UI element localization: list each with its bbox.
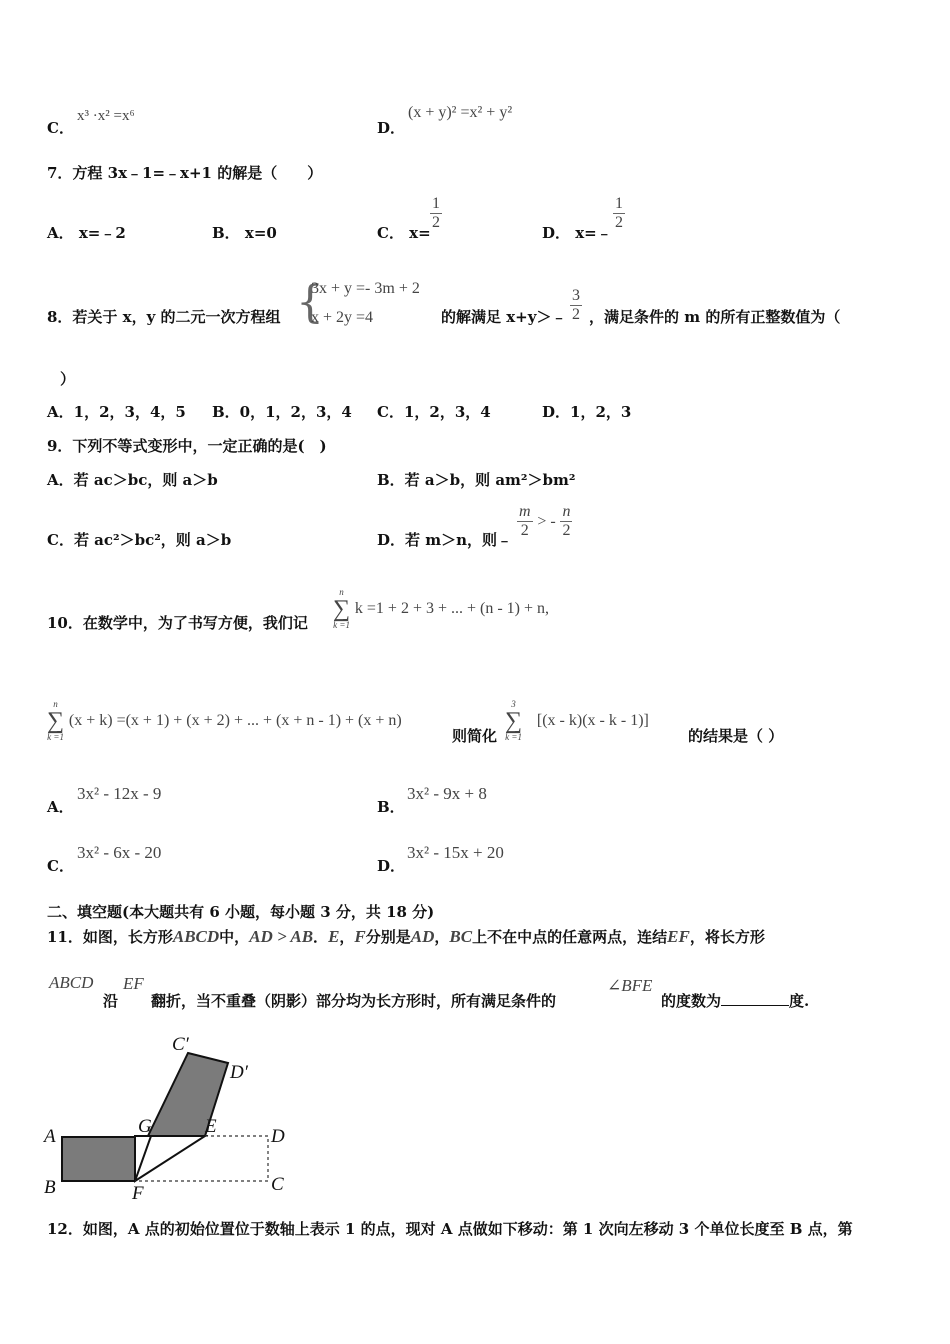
- sum-upper-limit: 3: [511, 699, 516, 709]
- q11-text: 分别是: [365, 928, 411, 946]
- q8-equation-2: x + 2y =4: [311, 309, 374, 326]
- fraction-numerator: 3: [570, 287, 582, 306]
- section-2-title: 二、填空题(本大题共有 6 小题，每小题 3 分，共 18 分): [47, 903, 435, 921]
- label-c-prime: C′: [172, 1034, 189, 1055]
- q6-option-c-label[interactable]: C．: [47, 119, 74, 137]
- q10-mid: 则简化: [452, 727, 498, 745]
- sum-lower-limit: k =1: [333, 620, 350, 630]
- q10-option-a-label[interactable]: A．: [47, 798, 74, 816]
- q11-line-2-end: [661, 990, 809, 1011]
- q8-option-b[interactable]: B．0，1，2，3，4: [212, 403, 352, 421]
- q9-option-a[interactable]: A．若 ac＞bc，则 a＞b: [47, 471, 218, 489]
- q7-option-d[interactable]: D． x=﹣: [542, 224, 612, 242]
- q10-option-d-label[interactable]: D．: [377, 857, 406, 875]
- q11-angle: ∠BFE: [607, 976, 653, 995]
- q10-option-c-math: 3x² - 6x - 20: [77, 843, 162, 862]
- q7-option-a[interactable]: A． x=﹣2: [47, 224, 126, 242]
- q11-text: 上不在中点的任意两点，连结: [472, 928, 668, 946]
- q8-stem-post: ，满足条件的 m 的所有正整数值为（: [589, 308, 841, 326]
- fraction-numerator: n: [560, 503, 572, 522]
- q11-condition: AD > AB: [249, 927, 314, 946]
- q10-option-c-label[interactable]: C．: [47, 857, 74, 875]
- q11-text: 中，: [219, 928, 250, 946]
- label-b: B: [44, 1177, 56, 1198]
- q11-f: F: [354, 927, 366, 946]
- sum-lower-limit: k =1: [47, 732, 64, 742]
- q10-sum-3: [505, 700, 649, 742]
- q11-ad: AD: [410, 927, 435, 946]
- q11-text: 11．如图，长方形: [47, 928, 173, 946]
- sum-upper-limit: n: [53, 699, 58, 709]
- fraction-denominator: 2: [520, 522, 529, 540]
- q11-bc: BC: [449, 927, 473, 946]
- q7-option-d-fraction: [613, 195, 625, 233]
- q11-abcd-2: ABCD: [49, 973, 94, 992]
- q6-option-c-math: x³ ·x² =x⁶: [77, 108, 135, 124]
- q11-text: ，: [434, 928, 450, 946]
- q9-option-b[interactable]: B．若 a＞b，则 am²＞bm²: [377, 471, 576, 489]
- q10-sum-3-expr: [(x - k)(x - k - 1)]: [536, 712, 649, 729]
- label-e: E: [205, 1116, 217, 1137]
- fraction-numerator: 1: [430, 195, 442, 214]
- label-g: G: [138, 1116, 152, 1137]
- sum-upper-limit: n: [339, 587, 344, 597]
- q10-option-b-math: 3x² - 9x + 8: [407, 784, 487, 803]
- fraction-denominator: 2: [615, 214, 623, 232]
- q8-stem-pre: 8．若关于 x，y 的二元一次方程组: [47, 308, 281, 326]
- label-c: C: [271, 1174, 284, 1195]
- label-a: A: [44, 1126, 56, 1147]
- label-d-prime: D′: [230, 1062, 248, 1083]
- q6-option-d-math: (x + y)² =x² + y²: [408, 104, 513, 121]
- fraction-numerator: 1: [613, 195, 625, 214]
- sigma-icon: ∑: [505, 708, 523, 734]
- q10-sum-2: [47, 700, 402, 742]
- q8-stem-mid: 的解满足 x+y＞﹣: [441, 308, 567, 326]
- q12-stem: 12．如图，A 点的初始位置位于数轴上表示 1 的点，现对 A 点做如下移动：第 1 次向左移动 3 个单位长度至 B 点，第: [47, 1220, 853, 1238]
- q8-stem-close: ）: [60, 370, 76, 388]
- q9-option-d[interactable]: D．若 m＞n，则﹣: [377, 531, 513, 549]
- fraction-numerator: m: [517, 503, 533, 522]
- q10-option-b-label[interactable]: B．: [377, 798, 405, 816]
- q6-option-d-label[interactable]: D．: [377, 119, 406, 137]
- q10-sum-1: [333, 588, 549, 630]
- q11-ef-2: EF: [123, 974, 144, 993]
- q7-option-c[interactable]: C． x=: [377, 224, 431, 242]
- q11-along: 沿: [103, 992, 119, 1010]
- q9-option-d-math: [517, 503, 572, 541]
- q9-stem: 9．下列不等式变形中，一定正确的是( ): [47, 437, 327, 455]
- q11-abcd: ABCD: [172, 927, 220, 946]
- sigma-icon: ∑: [47, 708, 65, 734]
- q11-line-1: [47, 926, 765, 947]
- q7-stem: 7．方程 3x﹣1=﹣x+1 的解是（ ）: [47, 164, 323, 182]
- label-d: D: [271, 1126, 285, 1147]
- shaded-rectangle-abgf: [62, 1137, 137, 1181]
- system-brace-icon: {: [296, 277, 324, 328]
- q7-option-b[interactable]: B． x=0: [212, 224, 277, 242]
- q8-equation-1: 3x + y =- 3m + 2: [311, 280, 420, 297]
- q10-stem-pre: 10．在数学中，为了书写方便，我们记: [47, 614, 308, 632]
- answer-blank[interactable]: [721, 991, 789, 1006]
- q10-option-a-math: 3x² - 12x - 9: [77, 784, 162, 803]
- fraction-denominator: 2: [562, 522, 571, 540]
- q10-sum-2-expr: (x + k) =(x + 1) + (x + 2) + ... + (x + n - 1) + (x + n): [68, 712, 402, 729]
- q8-option-c[interactable]: C．1，2，3，4: [377, 403, 491, 421]
- fraction-denominator: 2: [432, 214, 440, 232]
- q11-text: ，将长方形: [689, 928, 765, 946]
- q10-sum-1-expr: k =1 + 2 + 3 + ... + (n - 1) + n,: [354, 600, 550, 617]
- label-f: F: [132, 1183, 144, 1203]
- q11-figure: [40, 1028, 300, 1203]
- q11-line-2-text: 翻折，当不重叠（阴影）部分均为长方形时，所有满足条件的: [151, 992, 557, 1010]
- q11-text: ，: [339, 928, 355, 946]
- q11-text: 的度数为: [661, 992, 722, 1010]
- folded-triangle: [135, 1136, 205, 1181]
- fraction-denominator: 2: [572, 306, 580, 324]
- q9-comparison: > -: [537, 512, 556, 530]
- q11-e: E: [328, 927, 340, 946]
- q9-option-c[interactable]: C．若 ac²＞bc²，则 a＞b: [47, 531, 232, 549]
- q10-option-d-math: 3x² - 15x + 20: [407, 843, 504, 862]
- q8-option-d[interactable]: D．1，2，3: [542, 403, 632, 421]
- q11-text: ．: [313, 928, 329, 946]
- q11-ef: EF: [667, 927, 690, 946]
- q8-option-a[interactable]: A．1，2，3，4，5: [47, 403, 186, 421]
- q8-fraction: [570, 287, 582, 325]
- sigma-icon: ∑: [333, 596, 351, 622]
- q11-text: 度.: [789, 992, 810, 1010]
- sum-lower-limit: k =1: [505, 732, 522, 742]
- q7-option-c-fraction: [430, 195, 442, 233]
- q10-post: 的结果是（ ）: [688, 727, 784, 745]
